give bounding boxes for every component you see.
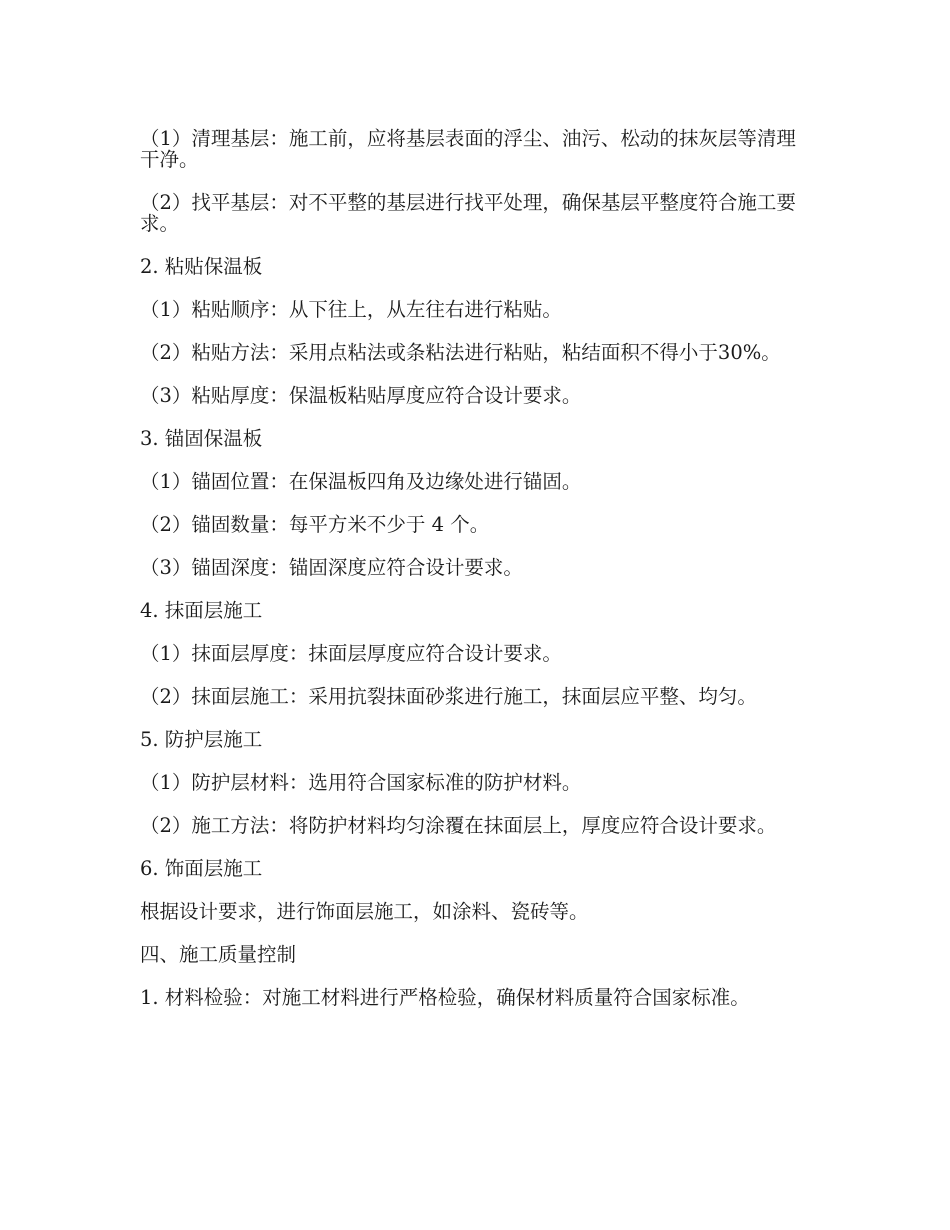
paragraph-protective-material: （1）防护层材料：选用符合国家标准的防护材料。 — [140, 771, 582, 794]
paragraph-plaster-construction: （2）抹面层施工：采用抗裂抹面砂浆进行施工，抹面层应平整、均匀。 — [140, 685, 757, 708]
heading-plaster-layer: 4. 抹面层施工 — [140, 599, 263, 622]
paragraph-anchor-quantity: （2）锚固数量：每平方米不少于 4 个。 — [140, 513, 490, 536]
paragraph-anchor-depth: （3）锚固深度：锚固深度应符合设计要求。 — [140, 556, 523, 579]
paragraph-anchor-position: （1）锚固位置：在保温板四角及边缘处进行锚固。 — [140, 470, 582, 493]
heading-finish-layer: 6. 饰面层施工 — [140, 857, 263, 880]
paragraph-clean-base: （1）清理基层：施工前，应将基层表面的浮尘、油污、松动的抹灰层等清理干净。 — [140, 127, 796, 171]
paragraph-finish-layer: 根据设计要求，进行饰面层施工，如涂料、瓷砖等。 — [140, 900, 589, 923]
paragraph-protective-method: （2）施工方法：将防护材料均匀涂覆在抹面层上，厚度应符合设计要求。 — [140, 814, 777, 837]
paragraph-paste-method: （2）粘贴方法：采用点粘法或条粘法进行粘贴，粘结面积不得小于30%。 — [140, 341, 781, 364]
paragraph-paste-order: （1）粘贴顺序：从下往上，从左往右进行粘贴。 — [140, 298, 562, 321]
heading-protective-layer: 5. 防护层施工 — [140, 728, 263, 751]
paragraph-level-base: （2）找平基层：对不平整的基层进行找平处理，确保基层平整度符合施工要求。 — [140, 191, 796, 235]
paragraph-plaster-thickness: （1）抹面层厚度：抹面层厚度应符合设计要求。 — [140, 642, 562, 665]
paragraph-paste-thickness: （3）粘贴厚度：保温板粘贴厚度应符合设计要求。 — [140, 384, 582, 407]
paragraph-material-inspection: 1. 材料检验：对施工材料进行严格检验，确保材料质量符合国家标准。 — [140, 986, 750, 1009]
heading-anchor-insulation-board: 3. 锚固保温板 — [140, 427, 263, 450]
heading-quality-control: 四、施工质量控制 — [140, 943, 297, 966]
heading-paste-insulation-board: 2. 粘贴保温板 — [140, 255, 263, 278]
document-page — [140, 128, 810, 1030]
